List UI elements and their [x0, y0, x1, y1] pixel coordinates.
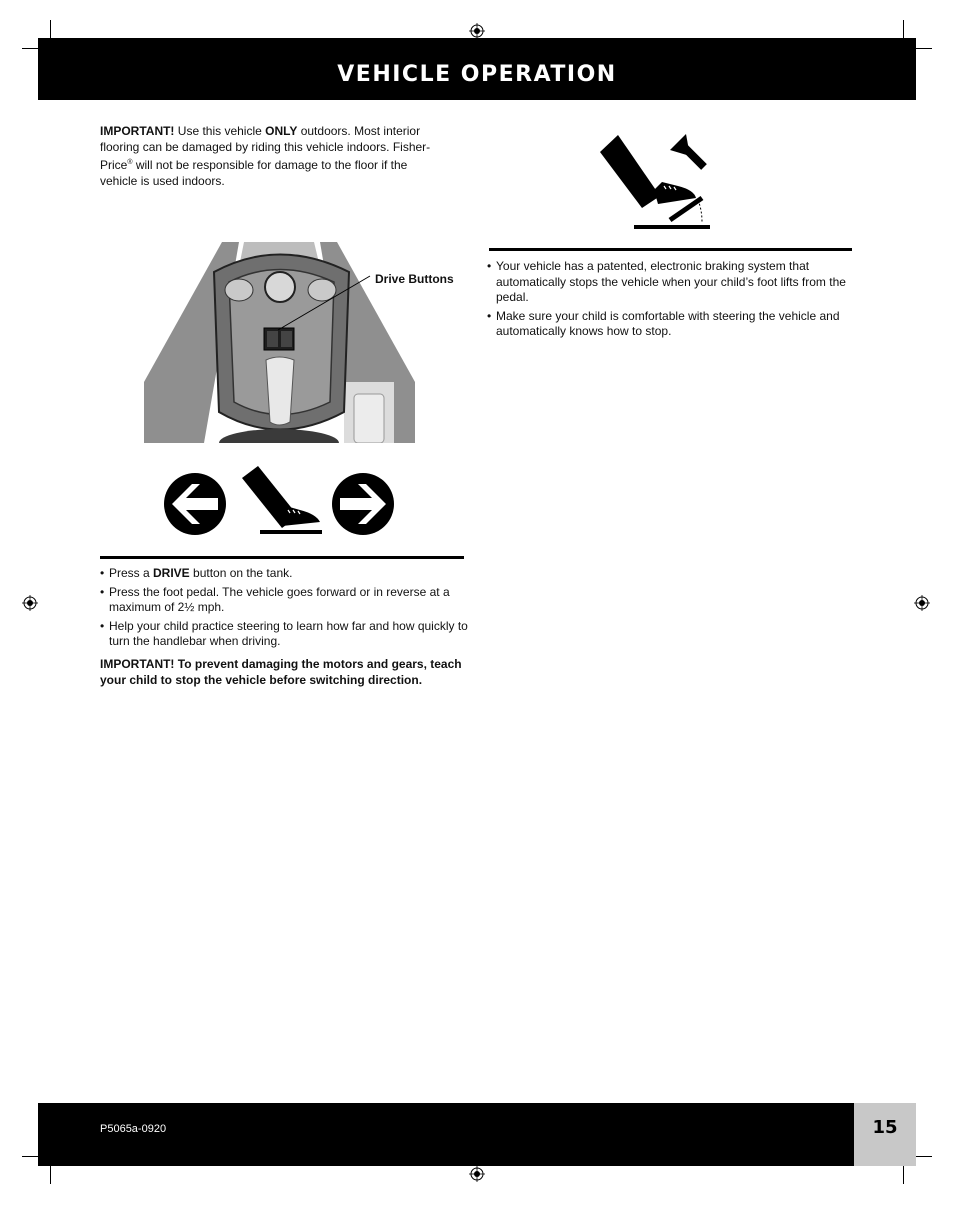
important-label: IMPORTANT!	[100, 124, 175, 138]
bullet: •	[100, 618, 105, 633]
list-item-text: Your vehicle has a patented, electronic braking system that automatically stops the vehicle when your child’s foot lifts from the pedal.	[496, 259, 846, 304]
section-divider	[100, 556, 464, 559]
left-arrow-icon	[162, 471, 228, 537]
drive-emphasis: DRIVE	[153, 566, 190, 580]
registration-mark-icon	[22, 595, 38, 611]
drive-instructions-list	[100, 566, 468, 653]
only-emphasis: ONLY	[265, 124, 298, 138]
header-band	[38, 38, 916, 100]
intro-text: will not be responsible for damage to the floor if the vehicle is used indoors.	[100, 158, 408, 188]
intro-paragraph	[100, 124, 445, 189]
list-item-text: button on the tank.	[189, 566, 293, 580]
bullet: •	[487, 259, 492, 273]
braking-info-list	[487, 259, 857, 343]
foot-lift-pedal-icon	[598, 130, 714, 232]
list-item	[100, 566, 468, 582]
list-item-text: Help your child practice steering to learn how far and how quickly to turn the handlebar when driving.	[109, 618, 468, 648]
bullet: •	[100, 584, 105, 599]
registration-mark-icon	[914, 595, 930, 611]
right-arrow-icon	[330, 471, 396, 537]
list-item	[487, 259, 857, 306]
list-item-text: Press the foot pedal. The vehicle goes forward or in reverse at a maximum of 2½ mph.	[109, 584, 450, 614]
important-warning: IMPORTANT! To prevent damaging the motors and gears, teach your child to stop the vehicle before switching direction.	[100, 657, 462, 687]
page-title: VEHICLE OPERATION	[337, 62, 617, 87]
bullet: •	[487, 308, 492, 323]
list-item-text: Make sure your child is comfortable with steering the vehicle and automatically knows how to stop.	[496, 308, 840, 338]
list-item	[100, 585, 468, 616]
footer-band	[38, 1103, 854, 1166]
registered-mark: ®	[127, 159, 133, 166]
section-divider	[489, 248, 852, 251]
page-number: 15	[872, 1117, 898, 1138]
registration-mark-icon	[469, 23, 485, 39]
intro-text: Use this vehicle	[174, 124, 266, 138]
drive-buttons-callout: Drive Buttons	[375, 272, 454, 286]
document-code: P5065a-0920	[100, 1123, 167, 1135]
list-item	[100, 619, 468, 650]
list-item	[487, 309, 857, 340]
registration-mark-icon	[469, 1166, 485, 1182]
list-item-text: Press a	[109, 566, 154, 580]
foot-pedal-press-icon	[238, 464, 326, 536]
intro-text: outdoors. Most interior flooring can be damaged by riding this vehicle indoors. Fisher-Price	[100, 124, 431, 172]
page-number-box	[854, 1103, 916, 1166]
bullet: •	[100, 566, 105, 580]
